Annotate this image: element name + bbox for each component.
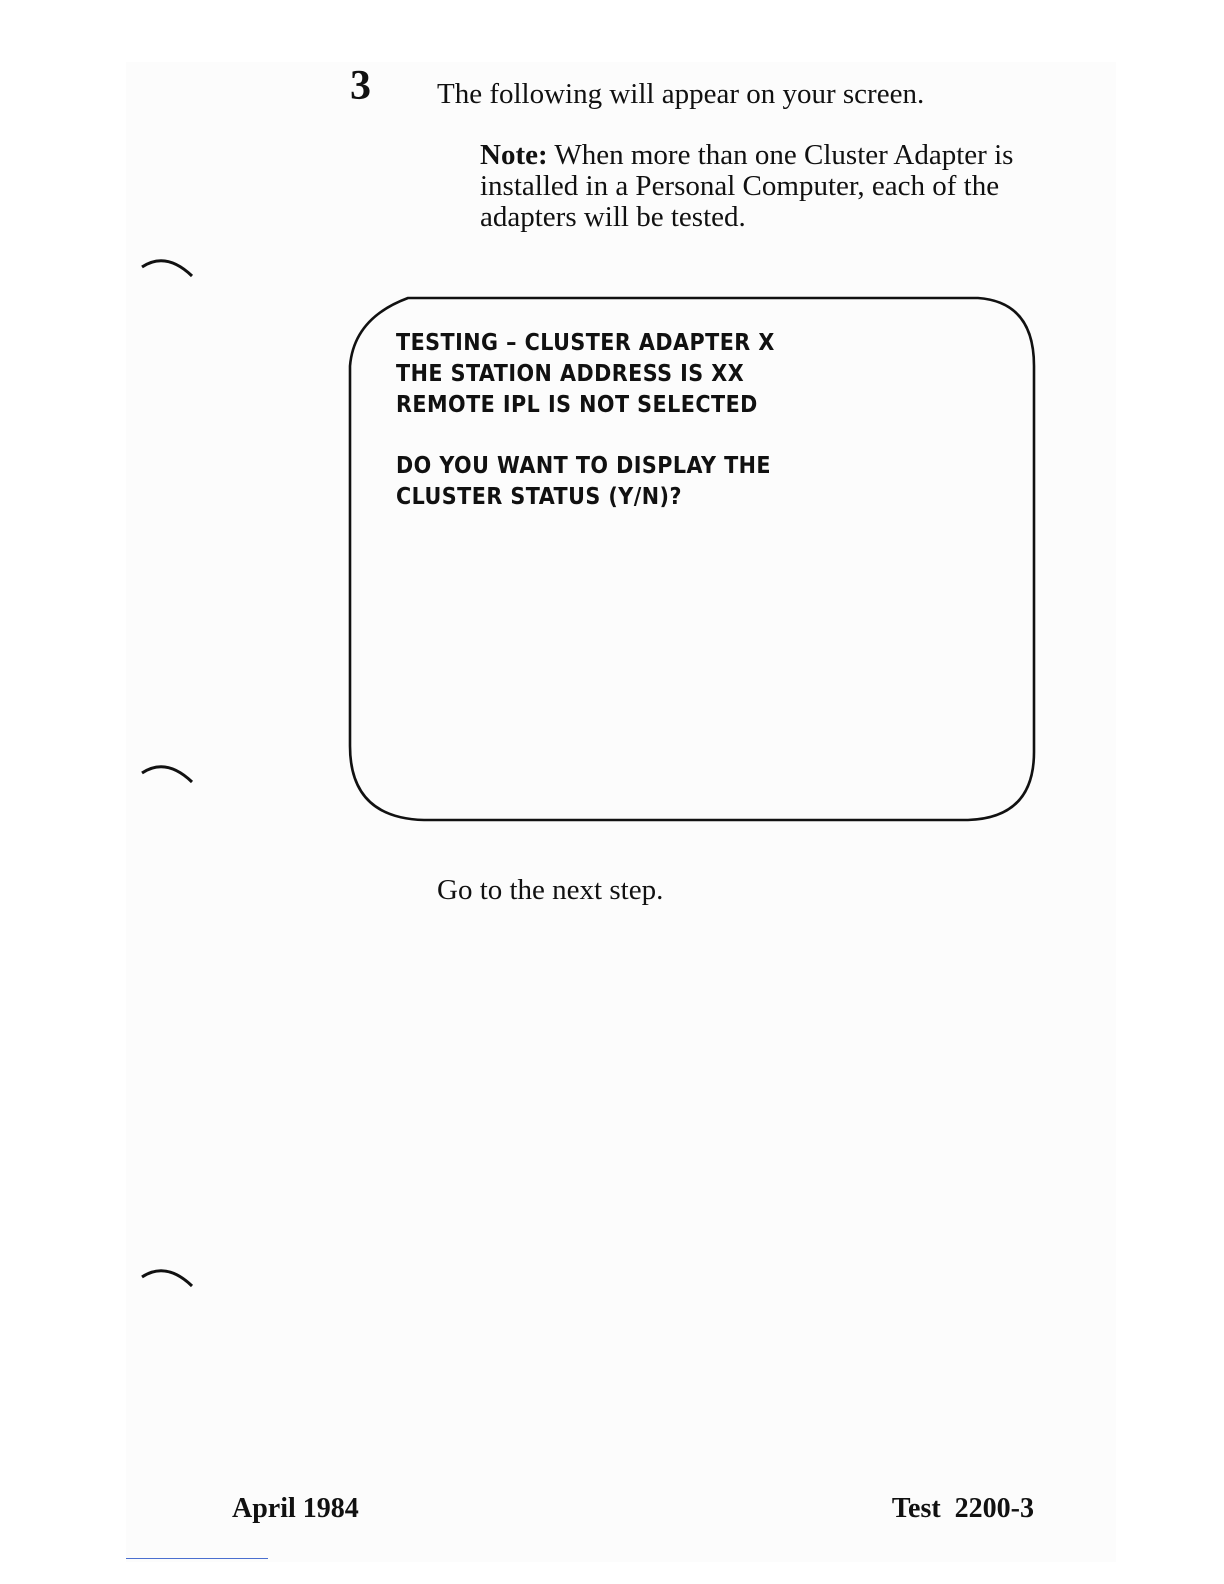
screen-line: REMOTE IPL IS NOT SELECTED bbox=[396, 392, 758, 418]
note-label: Note: bbox=[480, 139, 548, 171]
next-step-instruction: Go to the next step. bbox=[437, 874, 664, 906]
screen-line: THE STATION ADDRESS IS XX bbox=[396, 361, 745, 387]
binder-hole-mark bbox=[140, 252, 196, 280]
footer-page-number: Test 2200-3 bbox=[891, 1493, 1034, 1524]
step-number: 3 bbox=[350, 63, 371, 109]
step-intro: The following will appear on your screen. bbox=[437, 78, 925, 110]
binder-hole-mark bbox=[140, 1262, 196, 1290]
binder-hole-mark bbox=[140, 758, 196, 786]
screen-line: CLUSTER STATUS (Y/N)? bbox=[396, 484, 682, 510]
screen-display-text bbox=[396, 328, 817, 513]
scan-edge-line bbox=[126, 1558, 268, 1559]
note bbox=[480, 140, 1040, 233]
screen-line: TESTING – CLUSTER ADAPTER X bbox=[396, 330, 775, 356]
note-text: When more than one Cluster Adapter is installed in a Personal Computer, each of the adapters will be tested. bbox=[480, 139, 1014, 233]
screen-line: DO YOU WANT TO DISPLAY THE bbox=[396, 453, 772, 479]
footer-date: April 1984 bbox=[232, 1493, 359, 1524]
screen-gap bbox=[396, 421, 817, 451]
